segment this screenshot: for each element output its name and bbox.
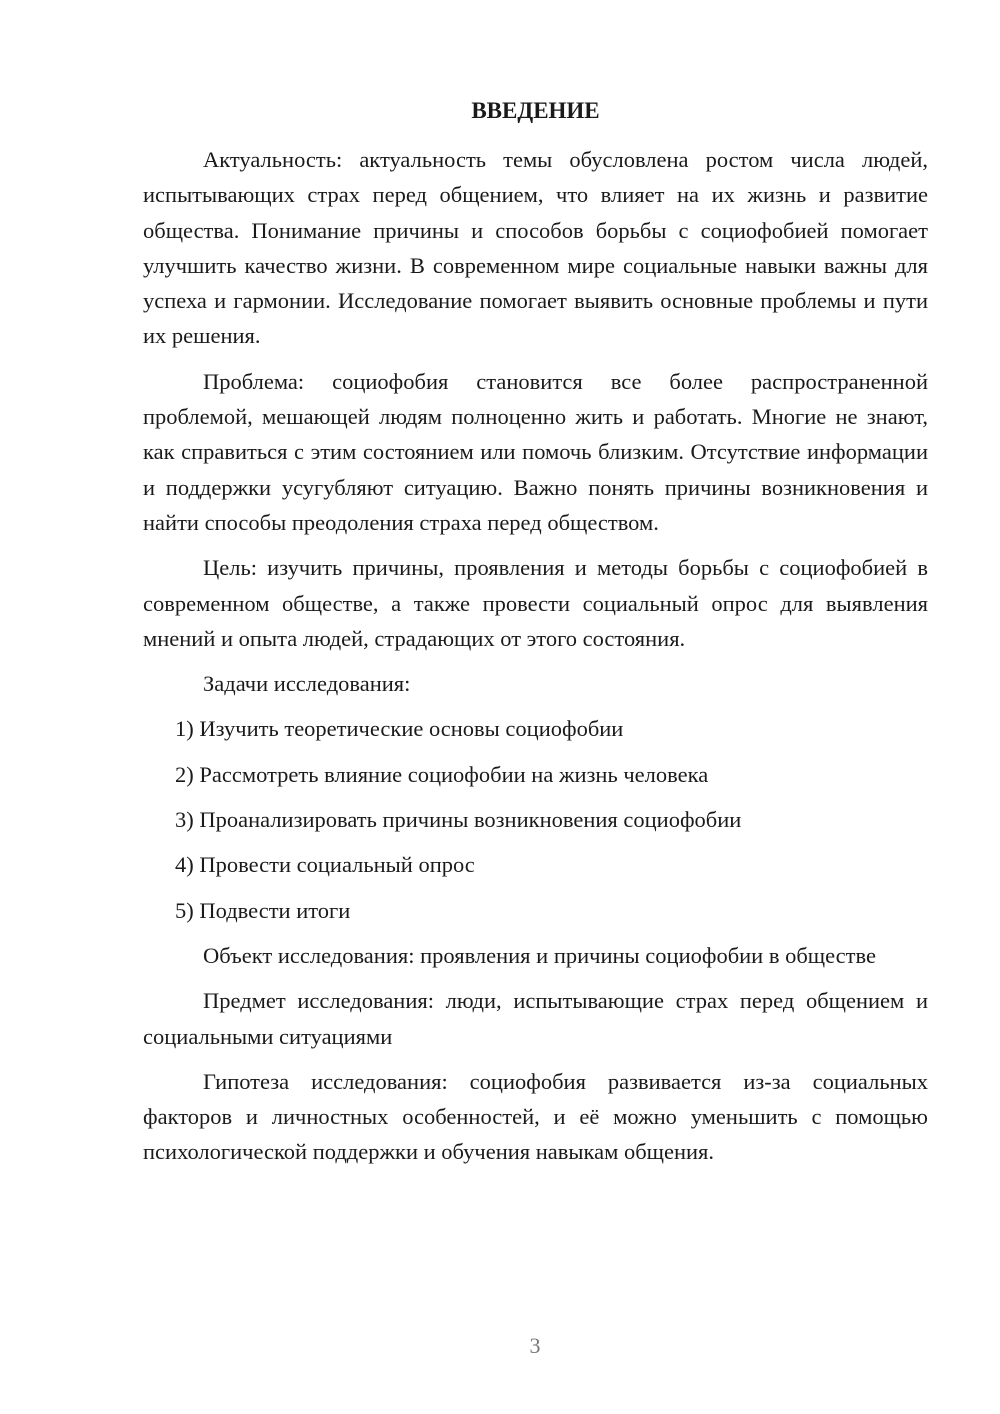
page-title: ВВЕДЕНИЕ [471,98,600,123]
task-item-4: 4) Провести социальный опрос [175,852,475,878]
task-item-2: 2) Рассмотреть влияние социофобии на жизнь человека [175,761,709,787]
task-item-5: 5) Подвести итоги [175,897,351,923]
subject-paragraph: Предмет исследования: люди, испытывающие страх перед общением и социальными ситуациями [143,988,928,1049]
relevance-paragraph: Актуальность: актуальность темы обусловлена ростом числа людей, испытывающих страх перед общением, что влияет на их жизнь и развитие общества. Понимание причины и способов борьбы с социофобией помогает улучшить качество жизни. В современном мире социальные навыки важны для успеха и гармонии. Исследование помогает выявить основные проблемы и пути их решения. [143,147,928,349]
hypothesis-paragraph: Гипотеза исследования: социофобия развивается из-за социальных факторов и личностных особенностей, и её можно уменьшить с помощью психологической поддержки и обучения навыкам общения. [143,1068,928,1165]
task-item-1: 1) Изучить теоретические основы социофобии [175,716,624,742]
problem-paragraph: Проблема: социофобия становится все более распространенной проблемой, мешающей людям полноценно жить и работать. Многие не знают, как справиться с этим состоянием или помочь близким. Отсутствие информации и поддержки усугубляют ситуацию. Важно понять причины возникновения и найти способы преодоления страха перед обществом. [143,368,928,535]
tasks-title: Задачи исследования: [203,671,411,697]
page-number: 3 [529,1333,541,1358]
tasks-list [143,711,928,927]
goal-paragraph: Цель: изучить причины, проявления и методы борьбы с социофобией в современном обществе, а также провести социальный опрос для выявления мнений и опыта людей, страдающих от этого состояния. [143,555,928,651]
task-item-3: 3) Проанализировать причины возникновения социофобии [175,807,742,833]
object-paragraph: Объект исследования: проявления и причины социофобии в обществе [203,942,876,968]
document-body [143,142,928,1180]
